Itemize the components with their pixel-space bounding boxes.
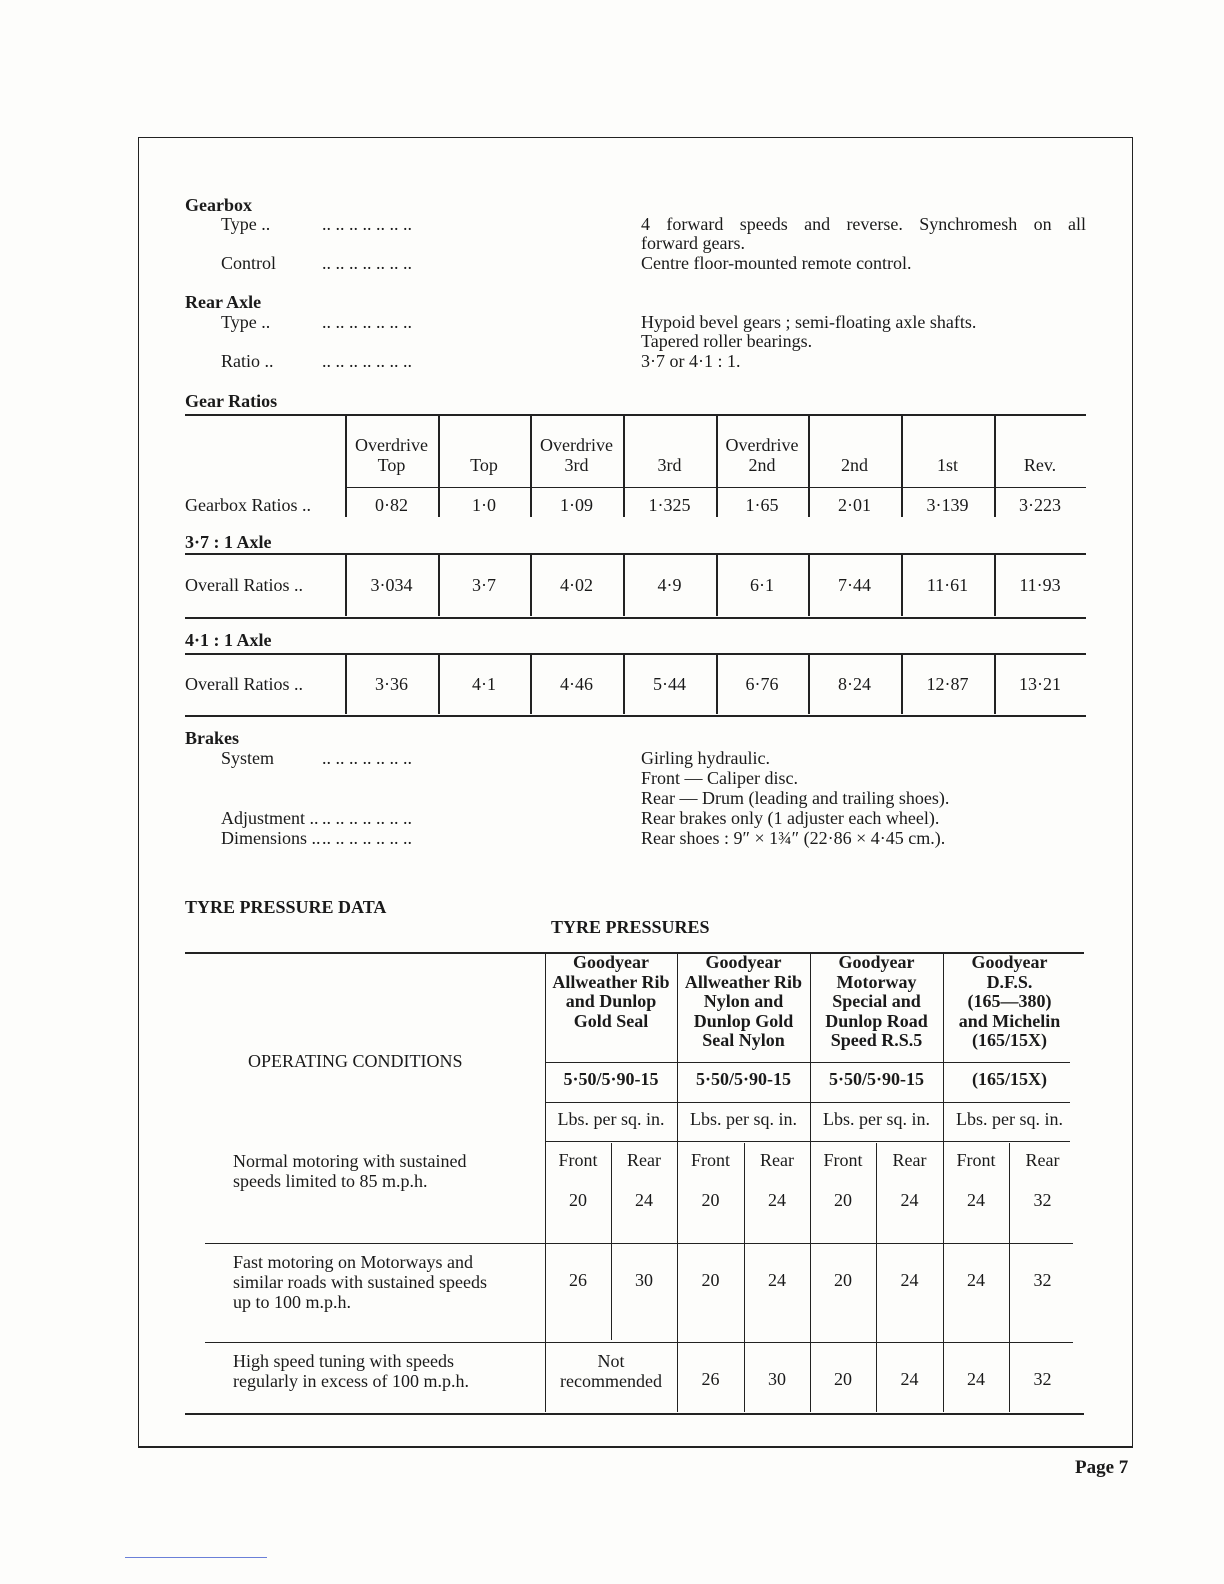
brakes-system-label: System bbox=[221, 748, 275, 768]
overall-ratios-label: Overall Ratios .. bbox=[185, 674, 303, 694]
pressure-value: 24 bbox=[768, 1270, 786, 1290]
gearbox-type-value-cont: forward gears. bbox=[641, 233, 745, 253]
brakes-system-value: Girling hydraulic. bbox=[641, 748, 770, 768]
rear-label: Rear bbox=[627, 1150, 661, 1170]
pressure-value: 24 bbox=[967, 1369, 985, 1389]
brakes-dimensions-value: Rear shoes : 9″ × 1¾″ (22·86 × 4·45 cm.). bbox=[641, 828, 946, 848]
operating-conditions-label: OPERATING CONDITIONS bbox=[248, 1051, 463, 1071]
column-heading: Top bbox=[470, 455, 498, 475]
ratio-value: 3·139 bbox=[926, 495, 969, 515]
leader-dots: .. .. .. .. .. .. .. bbox=[322, 253, 412, 273]
ratio-value: 12·87 bbox=[926, 674, 969, 694]
table-rule bbox=[185, 617, 1086, 619]
ratio-value: 11·61 bbox=[926, 575, 969, 595]
pressure-value: 24 bbox=[768, 1190, 786, 1210]
table-rule bbox=[611, 1143, 612, 1340]
brakes-adjustment-label: Adjustment .. bbox=[221, 808, 319, 828]
tyre-name: Goodyear D.F.S. (165—380) and Michelin (165/15X) bbox=[958, 952, 1061, 1050]
pressure-value: 24 bbox=[900, 1369, 919, 1389]
pressure-value: 20 bbox=[834, 1190, 852, 1210]
ratio-value: 2·01 bbox=[838, 495, 871, 515]
gearbox-type-value: 4 forward speeds and reverse. Synchromesh on all bbox=[641, 214, 1086, 234]
pressure-value: 20 bbox=[834, 1270, 852, 1290]
table-rule bbox=[205, 1342, 1073, 1343]
column-heading: 3rd bbox=[657, 455, 682, 475]
pressure-value: 26 bbox=[569, 1270, 587, 1290]
gearbox-control-value: Centre floor-mounted remote control. bbox=[641, 253, 912, 273]
ratio-value: 7·44 bbox=[838, 575, 871, 595]
ratio-value: 3·36 bbox=[375, 674, 408, 694]
ratio-value: 4·1 bbox=[472, 674, 496, 694]
rear-axle-ratio-label: Ratio .. bbox=[221, 351, 274, 371]
pressure-units: Lbs. per sq. in. bbox=[690, 1109, 797, 1129]
leader-dots: .. .. .. .. .. .. .. bbox=[322, 828, 412, 848]
ratio-value: 1·0 bbox=[472, 495, 496, 515]
ratio-value: 4·46 bbox=[560, 674, 593, 694]
brakes-dimensions-label: Dimensions .. bbox=[221, 828, 321, 848]
pressure-units: Lbs. per sq. in. bbox=[557, 1109, 665, 1129]
rear-axle-type-value: Hypoid bevel gears ; semi-floating axle shafts. bbox=[641, 312, 977, 332]
rear-label: Rear bbox=[892, 1150, 927, 1170]
rear-axle-ratio-value: 3·7 or 4·1 : 1. bbox=[641, 351, 741, 371]
ratio-value: 8·24 bbox=[838, 674, 871, 694]
overall-ratios-label: Overall Ratios .. bbox=[185, 575, 303, 595]
ratio-value: 3·034 bbox=[370, 575, 413, 595]
ratio-value: 1·325 bbox=[648, 495, 691, 515]
pressure-units: Lbs. per sq. in. bbox=[823, 1109, 930, 1129]
condition-text: High speed tuning with speeds regularly in excess of 100 m.p.h. bbox=[233, 1351, 469, 1391]
ratio-value: 11·93 bbox=[1019, 575, 1061, 595]
gearbox-control-label: Control bbox=[221, 253, 277, 273]
condition-text: Normal motoring with sustained speeds limited to 85 m.p.h. bbox=[233, 1151, 467, 1191]
ratio-value: 3·223 bbox=[1019, 495, 1061, 515]
front-label: Front bbox=[823, 1150, 863, 1170]
column-heading: 2nd bbox=[841, 455, 868, 475]
gearbox-type-label: Type .. bbox=[221, 214, 271, 234]
tyre-name: Goodyear Motorway Special and Dunlop Road Speed R.S.5 bbox=[825, 952, 928, 1050]
table-rule bbox=[545, 1141, 1070, 1142]
leader-dots: .. .. .. .. .. .. .. bbox=[322, 748, 412, 768]
pressure-value: 32 bbox=[1033, 1270, 1052, 1290]
table-rule bbox=[185, 715, 1086, 717]
ratio-value: 4·9 bbox=[657, 575, 682, 595]
condition-text: Fast motoring on Motorways and similar roads with sustained speeds up to 100 m.p.h. bbox=[233, 1252, 487, 1312]
not-recommended: Not recommended bbox=[560, 1351, 662, 1391]
pressure-value: 32 bbox=[1033, 1369, 1052, 1389]
pressure-value: 20 bbox=[834, 1369, 852, 1389]
pressure-value: 20 bbox=[701, 1190, 720, 1210]
table-rule bbox=[185, 1413, 1084, 1415]
pressure-value: 24 bbox=[967, 1270, 985, 1290]
tyre-name: Goodyear Allweather Rib Nylon and Dunlop Gold Seal Nylon bbox=[684, 952, 803, 1050]
table-rule bbox=[545, 1062, 1070, 1063]
ratio-value: 6·76 bbox=[745, 674, 779, 694]
tyre-name: Goodyear Allweather Rib and Dunlop Gold Seal bbox=[552, 952, 670, 1031]
scan-mark bbox=[125, 1557, 267, 1558]
rear-label: Rear bbox=[760, 1150, 794, 1170]
tyre-size: 5·50/5·90-15 bbox=[695, 1069, 791, 1089]
pressure-value: 30 bbox=[768, 1369, 786, 1389]
pressure-value: 20 bbox=[569, 1190, 587, 1210]
brakes-adjustment-value: Rear brakes only (1 adjuster each wheel). bbox=[641, 808, 940, 828]
tyre-size: (165/15X) bbox=[972, 1069, 1047, 1089]
rear-axle-type-value-cont: Tapered roller bearings. bbox=[641, 331, 813, 351]
column-heading: 3rd bbox=[564, 455, 589, 475]
ratio-value: 3·7 bbox=[472, 575, 496, 595]
axle-37-heading: 3·7 : 1 Axle bbox=[185, 532, 272, 552]
column-heading: 2nd bbox=[748, 455, 776, 475]
rear-axle-heading: Rear Axle bbox=[185, 292, 262, 312]
pressure-value: 30 bbox=[635, 1270, 653, 1290]
column-heading: Overdrive bbox=[725, 435, 799, 455]
pressure-value: 24 bbox=[967, 1190, 985, 1210]
table-rule bbox=[205, 1243, 1073, 1244]
axle-41-heading: 4·1 : 1 Axle bbox=[185, 630, 272, 650]
tyre-size: 5·50/5·90-15 bbox=[828, 1069, 924, 1089]
leader-dots: .. .. .. .. .. .. .. bbox=[322, 351, 412, 371]
front-label: Front bbox=[956, 1150, 996, 1170]
table-rule bbox=[185, 553, 1086, 555]
pressure-value: 24 bbox=[900, 1270, 919, 1290]
rear-axle-type-label: Type .. bbox=[221, 312, 271, 332]
pressure-value: 24 bbox=[635, 1190, 653, 1210]
table-rule bbox=[185, 414, 1086, 416]
ratio-value: 13·21 bbox=[1019, 674, 1061, 694]
column-heading: Rev. bbox=[1023, 455, 1057, 475]
leader-dots: .. .. .. .. .. .. .. bbox=[322, 214, 412, 234]
column-heading: Overdrive bbox=[355, 435, 428, 455]
gear-ratios-heading: Gear Ratios bbox=[185, 391, 278, 411]
ratio-value: 0·82 bbox=[375, 495, 408, 515]
pressure-units: Lbs. per sq. in. bbox=[956, 1109, 1063, 1129]
column-heading: Overdrive bbox=[540, 435, 613, 455]
table-rule bbox=[185, 653, 1086, 655]
brakes-system-front: Front — Caliper disc. bbox=[641, 768, 798, 788]
ratio-value: 1·65 bbox=[745, 495, 779, 515]
pressure-value: 20 bbox=[701, 1270, 720, 1290]
pressure-value: 32 bbox=[1033, 1190, 1052, 1210]
tyre-size: 5·50/5·90-15 bbox=[563, 1069, 659, 1089]
front-label: Front bbox=[690, 1150, 730, 1170]
table-rule bbox=[545, 1102, 1070, 1103]
ratio-value: 5·44 bbox=[653, 674, 686, 694]
page-number: Page 7 bbox=[1075, 1457, 1129, 1478]
gearbox-heading: Gearbox bbox=[185, 195, 252, 215]
rear-label: Rear bbox=[1025, 1150, 1060, 1170]
ratio-value: 6·1 bbox=[750, 575, 774, 595]
pressure-value: 24 bbox=[900, 1190, 919, 1210]
gearbox-ratios-label: Gearbox Ratios .. bbox=[185, 495, 311, 515]
ratio-value: 4·02 bbox=[560, 575, 593, 595]
leader-dots: .. .. .. .. .. .. .. bbox=[322, 312, 412, 332]
column-heading: Top bbox=[377, 455, 406, 475]
brakes-system-rear: Rear — Drum (leading and trailing shoes). bbox=[641, 788, 950, 808]
pressure-value: 26 bbox=[701, 1369, 720, 1389]
column-heading: 1st bbox=[936, 455, 958, 475]
tyre-pressure-heading: TYRE PRESSURE DATA bbox=[185, 897, 387, 917]
front-label: Front bbox=[558, 1150, 598, 1170]
leader-dots: .. .. .. .. .. .. .. bbox=[322, 808, 412, 828]
ratio-value: 1·09 bbox=[560, 495, 593, 515]
brakes-heading: Brakes bbox=[185, 728, 239, 748]
tyre-pressures-subheading: TYRE PRESSURES bbox=[551, 917, 710, 937]
